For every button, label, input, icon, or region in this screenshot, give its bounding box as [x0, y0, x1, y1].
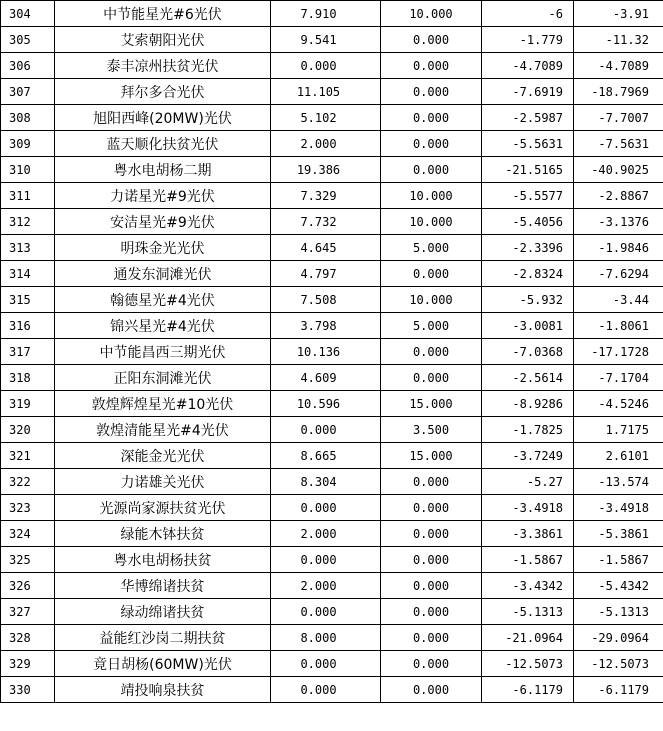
value-a-cell[interactable]: 8.304 [271, 469, 381, 495]
station-name-cell[interactable]: 锦兴星光#4光伏 [55, 313, 271, 339]
value-d-cell[interactable]: -18.7969 [574, 79, 663, 105]
value-b-cell[interactable]: 0.000 [381, 469, 482, 495]
value-b-cell[interactable]: 5.000 [381, 313, 482, 339]
station-name-cell[interactable]: 正阳东洞滩光伏 [55, 365, 271, 391]
row-number-cell[interactable]: 328 [1, 625, 55, 651]
value-d-cell[interactable]: 2.6101 [574, 443, 663, 469]
station-name-cell[interactable]: 翰德星光#4光伏 [55, 287, 271, 313]
value-c-cell[interactable]: -8.9286 [482, 391, 574, 417]
value-d-cell[interactable]: -7.5631 [574, 131, 663, 157]
value-d-cell[interactable]: -12.5073 [574, 651, 663, 677]
value-b-cell[interactable]: 10.000 [381, 209, 482, 235]
value-b-cell[interactable]: 0.000 [381, 677, 482, 703]
station-name-cell[interactable]: 靖投响泉扶贫 [55, 677, 271, 703]
value-b-cell[interactable]: 10.000 [381, 287, 482, 313]
value-a-cell[interactable]: 9.541 [271, 27, 381, 53]
table-row [1, 339, 663, 365]
value-c-cell[interactable]: -1.779 [482, 27, 574, 53]
value-b-cell[interactable]: 0.000 [381, 157, 482, 183]
station-name-cell[interactable]: 力诺雄关光伏 [55, 469, 271, 495]
row-number-cell[interactable]: 313 [1, 235, 55, 261]
value-b-cell[interactable]: 10.000 [381, 1, 482, 27]
value-a-cell[interactable]: 0.000 [271, 495, 381, 521]
value-a-cell[interactable]: 8.665 [271, 443, 381, 469]
table-row [1, 547, 663, 573]
table-row [1, 261, 663, 287]
value-b-cell[interactable]: 0.000 [381, 79, 482, 105]
value-a-cell[interactable]: 10.136 [271, 339, 381, 365]
value-a-cell[interactable]: 3.798 [271, 313, 381, 339]
value-a-cell[interactable]: 0.000 [271, 547, 381, 573]
row-number-cell[interactable]: 309 [1, 131, 55, 157]
station-name-cell[interactable]: 益能红沙岗二期扶贫 [55, 625, 271, 651]
value-d-cell[interactable]: -4.5246 [574, 391, 663, 417]
table-row [1, 53, 663, 79]
value-b-cell[interactable]: 0.000 [381, 625, 482, 651]
station-name-cell[interactable]: 中节能星光#6光伏 [55, 1, 271, 27]
station-name-cell[interactable]: 绿能木钵扶贫 [55, 521, 271, 547]
value-c-cell[interactable]: -5.4056 [482, 209, 574, 235]
station-name-cell[interactable]: 安洁星光#9光伏 [55, 209, 271, 235]
station-name-cell[interactable]: 竟日胡杨(60MW)光伏 [55, 651, 271, 677]
value-d-cell[interactable]: -7.7007 [574, 105, 663, 131]
table-row [1, 1, 663, 27]
value-a-cell[interactable]: 2.000 [271, 521, 381, 547]
value-d-cell[interactable]: -13.574 [574, 469, 663, 495]
value-b-cell[interactable]: 0.000 [381, 131, 482, 157]
value-d-cell[interactable]: -5.4342 [574, 573, 663, 599]
value-b-cell[interactable]: 0.000 [381, 261, 482, 287]
value-b-cell[interactable]: 10.000 [381, 183, 482, 209]
value-b-cell[interactable]: 15.000 [381, 443, 482, 469]
value-c-cell[interactable]: -1.7825 [482, 417, 574, 443]
row-number-cell[interactable]: 319 [1, 391, 55, 417]
value-c-cell[interactable]: -21.5165 [482, 157, 574, 183]
row-number-cell[interactable]: 314 [1, 261, 55, 287]
row-number-cell[interactable]: 307 [1, 79, 55, 105]
value-b-cell[interactable]: 0.000 [381, 599, 482, 625]
table-row [1, 391, 663, 417]
value-a-cell[interactable]: 0.000 [271, 599, 381, 625]
row-number-cell[interactable]: 329 [1, 651, 55, 677]
row-number-cell[interactable]: 311 [1, 183, 55, 209]
value-c-cell[interactable]: -2.3396 [482, 235, 574, 261]
value-d-cell[interactable]: -17.1728 [574, 339, 663, 365]
table-row [1, 651, 663, 677]
station-name-cell[interactable]: 拜尔多合光伏 [55, 79, 271, 105]
value-d-cell[interactable]: -3.4918 [574, 495, 663, 521]
row-number-cell[interactable]: 312 [1, 209, 55, 235]
table-row [1, 417, 663, 443]
value-c-cell[interactable]: -7.6919 [482, 79, 574, 105]
value-c-cell[interactable]: -6.1179 [482, 677, 574, 703]
table-body [1, 1, 663, 703]
table-row [1, 157, 663, 183]
value-b-cell[interactable]: 15.000 [381, 391, 482, 417]
row-number-cell[interactable]: 330 [1, 677, 55, 703]
value-b-cell[interactable]: 0.000 [381, 521, 482, 547]
table-row [1, 105, 663, 131]
value-a-cell[interactable]: 7.732 [271, 209, 381, 235]
value-b-cell[interactable]: 0.000 [381, 573, 482, 599]
value-b-cell[interactable]: 0.000 [381, 105, 482, 131]
row-number-cell[interactable]: 323 [1, 495, 55, 521]
table-row [1, 495, 663, 521]
table-row [1, 469, 663, 495]
row-number-cell[interactable]: 310 [1, 157, 55, 183]
row-number-cell[interactable]: 320 [1, 417, 55, 443]
value-d-cell[interactable]: -6.1179 [574, 677, 663, 703]
value-a-cell[interactable]: 10.596 [271, 391, 381, 417]
value-a-cell[interactable]: 4.609 [271, 365, 381, 391]
table-row [1, 235, 663, 261]
value-c-cell[interactable]: -2.5987 [482, 105, 574, 131]
row-number-cell[interactable]: 322 [1, 469, 55, 495]
station-name-cell[interactable]: 敦煌清能星光#4光伏 [55, 417, 271, 443]
value-c-cell[interactable]: -3.3861 [482, 521, 574, 547]
value-d-cell[interactable]: -11.32 [574, 27, 663, 53]
table-row [1, 131, 663, 157]
station-name-cell[interactable]: 敦煌辉煌星光#10光伏 [55, 391, 271, 417]
value-d-cell[interactable]: -5.3861 [574, 521, 663, 547]
table-row [1, 625, 663, 651]
station-name-cell[interactable]: 粤水电胡杨扶贫 [55, 547, 271, 573]
value-a-cell[interactable]: 4.797 [271, 261, 381, 287]
station-name-cell[interactable]: 深能金光光伏 [55, 443, 271, 469]
station-name-cell[interactable]: 通发东洞滩光伏 [55, 261, 271, 287]
value-a-cell[interactable]: 2.000 [271, 573, 381, 599]
value-b-cell[interactable]: 0.000 [381, 339, 482, 365]
row-number-cell[interactable]: 306 [1, 53, 55, 79]
row-number-cell[interactable]: 318 [1, 365, 55, 391]
value-d-cell[interactable]: -5.1313 [574, 599, 663, 625]
value-b-cell[interactable]: 0.000 [381, 651, 482, 677]
value-d-cell[interactable]: -3.91 [574, 1, 663, 27]
value-c-cell[interactable]: -1.5867 [482, 547, 574, 573]
station-name-cell[interactable]: 华博绵诸扶贫 [55, 573, 271, 599]
value-a-cell[interactable]: 0.000 [271, 651, 381, 677]
table-row [1, 521, 663, 547]
station-name-cell[interactable]: 中节能昌西三期光伏 [55, 339, 271, 365]
row-number-cell[interactable]: 324 [1, 521, 55, 547]
row-number-cell[interactable]: 305 [1, 27, 55, 53]
station-name-cell[interactable]: 力诺星光#9光伏 [55, 183, 271, 209]
value-c-cell[interactable]: -5.932 [482, 287, 574, 313]
value-a-cell[interactable]: 8.000 [271, 625, 381, 651]
value-b-cell[interactable]: 0.000 [381, 547, 482, 573]
value-b-cell[interactable]: 3.500 [381, 417, 482, 443]
value-a-cell[interactable]: 0.000 [271, 53, 381, 79]
value-c-cell[interactable]: -7.0368 [482, 339, 574, 365]
station-name-cell[interactable]: 蓝天顺化扶贫光伏 [55, 131, 271, 157]
value-b-cell[interactable]: 0.000 [381, 365, 482, 391]
value-b-cell[interactable]: 0.000 [381, 495, 482, 521]
table-row [1, 573, 663, 599]
value-d-cell[interactable]: -7.6294 [574, 261, 663, 287]
value-b-cell[interactable]: 5.000 [381, 235, 482, 261]
value-c-cell[interactable]: -5.27 [482, 469, 574, 495]
value-d-cell[interactable]: -29.0964 [574, 625, 663, 651]
value-c-cell[interactable]: -5.5631 [482, 131, 574, 157]
value-a-cell[interactable]: 4.645 [271, 235, 381, 261]
value-d-cell[interactable]: -4.7089 [574, 53, 663, 79]
row-number-cell[interactable]: 308 [1, 105, 55, 131]
value-c-cell[interactable]: -5.1313 [482, 599, 574, 625]
value-a-cell[interactable]: 0.000 [271, 417, 381, 443]
table-row [1, 677, 663, 703]
value-b-cell[interactable]: 0.000 [381, 53, 482, 79]
value-d-cell[interactable]: -3.1376 [574, 209, 663, 235]
row-number-cell[interactable]: 317 [1, 339, 55, 365]
value-c-cell[interactable]: -2.5614 [482, 365, 574, 391]
table-row [1, 313, 663, 339]
value-c-cell[interactable]: -3.4918 [482, 495, 574, 521]
row-number-cell[interactable]: 321 [1, 443, 55, 469]
table-row [1, 365, 663, 391]
value-d-cell[interactable]: -3.44 [574, 287, 663, 313]
row-number-cell[interactable]: 327 [1, 599, 55, 625]
value-c-cell[interactable]: -5.5577 [482, 183, 574, 209]
value-a-cell[interactable]: 5.102 [271, 105, 381, 131]
table-row [1, 183, 663, 209]
row-number-cell[interactable]: 315 [1, 287, 55, 313]
station-name-cell[interactable]: 明珠金光光伏 [55, 235, 271, 261]
station-name-cell[interactable]: 泰丰凉州扶贫光伏 [55, 53, 271, 79]
value-d-cell[interactable]: -40.9025 [574, 157, 663, 183]
station-name-cell[interactable]: 绿动绵诸扶贫 [55, 599, 271, 625]
table-row [1, 599, 663, 625]
value-d-cell[interactable]: -1.8061 [574, 313, 663, 339]
value-a-cell[interactable]: 7.508 [271, 287, 381, 313]
station-name-cell[interactable]: 艾索朝阳光伏 [55, 27, 271, 53]
value-d-cell[interactable]: -2.8867 [574, 183, 663, 209]
row-number-cell[interactable]: 304 [1, 1, 55, 27]
value-d-cell[interactable]: -1.5867 [574, 547, 663, 573]
value-c-cell[interactable]: -2.8324 [482, 261, 574, 287]
row-number-cell[interactable]: 316 [1, 313, 55, 339]
value-a-cell[interactable]: 0.000 [271, 677, 381, 703]
row-number-cell[interactable]: 325 [1, 547, 55, 573]
value-a-cell[interactable]: 2.000 [271, 131, 381, 157]
value-d-cell[interactable]: 1.7175 [574, 417, 663, 443]
value-c-cell[interactable]: -4.7089 [482, 53, 574, 79]
value-a-cell[interactable]: 11.105 [271, 79, 381, 105]
value-c-cell[interactable]: -6 [482, 1, 574, 27]
value-c-cell[interactable]: -3.7249 [482, 443, 574, 469]
table-row [1, 443, 663, 469]
table-row [1, 287, 663, 313]
station-name-cell[interactable]: 光源尚家源扶贫光伏 [55, 495, 271, 521]
table-row [1, 27, 663, 53]
value-a-cell[interactable]: 7.329 [271, 183, 381, 209]
value-b-cell[interactable]: 0.000 [381, 27, 482, 53]
value-c-cell[interactable]: -3.0081 [482, 313, 574, 339]
value-c-cell[interactable]: -21.0964 [482, 625, 574, 651]
value-d-cell[interactable]: -1.9846 [574, 235, 663, 261]
value-a-cell[interactable]: 19.386 [271, 157, 381, 183]
table-row [1, 209, 663, 235]
value-c-cell[interactable]: -12.5073 [482, 651, 574, 677]
station-name-cell[interactable]: 旭阳西峰(20MW)光伏 [55, 105, 271, 131]
table-row [1, 79, 663, 105]
value-c-cell[interactable]: -3.4342 [482, 573, 574, 599]
station-name-cell[interactable]: 粤水电胡杨二期 [55, 157, 271, 183]
value-d-cell[interactable]: -7.1704 [574, 365, 663, 391]
value-a-cell[interactable]: 7.910 [271, 1, 381, 27]
row-number-cell[interactable]: 326 [1, 573, 55, 599]
